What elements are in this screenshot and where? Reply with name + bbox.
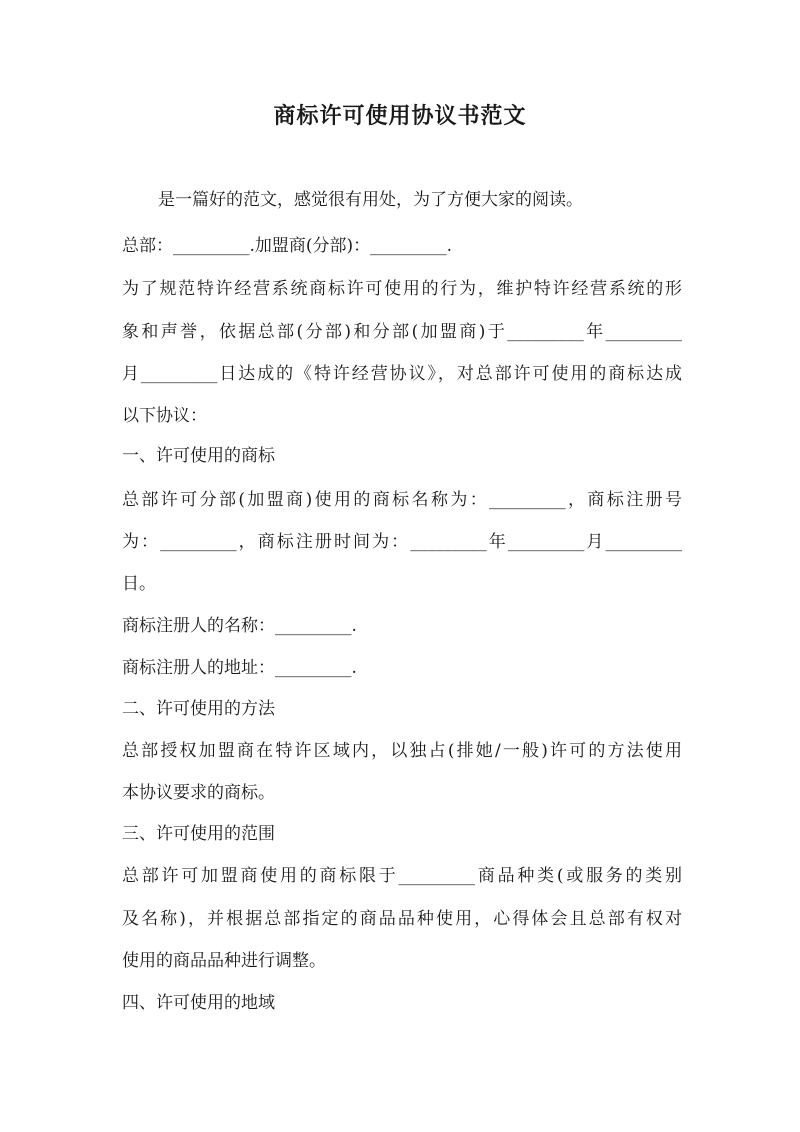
section-3-line-1: 总部许可加盟商使用的商标限于_________商品种类(或服务的类别: [122, 866, 682, 886]
section-2-line-1: 总部授权加盟商在特许区域内，以独占(排她/一般)许可的方法使用: [122, 741, 682, 761]
section-heading-4: 四、许可使用的地域: [122, 993, 275, 1013]
intro-line: 是一篇好的范文，感觉很有用处，为了方便大家的阅读。: [158, 190, 583, 210]
section-heading-3: 三、许可使用的范围: [122, 824, 275, 844]
section-heading-2: 二、许可使用的方法: [122, 699, 275, 719]
section-2-line-2: 本协议要求的商标。: [122, 783, 275, 803]
section-1-line-2: 为：_________，商标注册时间为：_________年_________月_________: [122, 532, 682, 552]
registrant-name-line: 商标注册人的名称：_________.: [122, 616, 357, 636]
preamble-line-1: 为了规范特许经营系统商标许可使用的行为，维护特许经营系统的形: [122, 279, 682, 299]
section-3-line-2: 及名称)，并根据总部指定的商品品种使用，心得体会且总部有权对: [122, 909, 682, 929]
preamble-line-4: 以下协议：: [122, 406, 207, 426]
parties-line: 总部：_________.加盟商(分部)：_________.: [122, 236, 453, 256]
registrant-address-line: 商标注册人的地址：_________.: [122, 658, 357, 678]
section-3-line-3: 使用的商品品种进行调整。: [122, 951, 326, 971]
section-heading-1: 一、许可使用的商标: [122, 446, 275, 466]
preamble-line-2: 象和声誉，依据总部(分部)和分部(加盟商)于_________年_________: [122, 322, 682, 342]
section-1-line-1: 总部许可分部(加盟商)使用的商标名称为：_________，商标注册号: [122, 490, 682, 510]
document-title: 商标许可使用协议书范文: [273, 103, 527, 129]
section-1-line-3: 日。: [122, 574, 156, 594]
preamble-line-3: 月_________日达成的《特许经营协议》，对总部许可使用的商标达成: [122, 364, 682, 384]
